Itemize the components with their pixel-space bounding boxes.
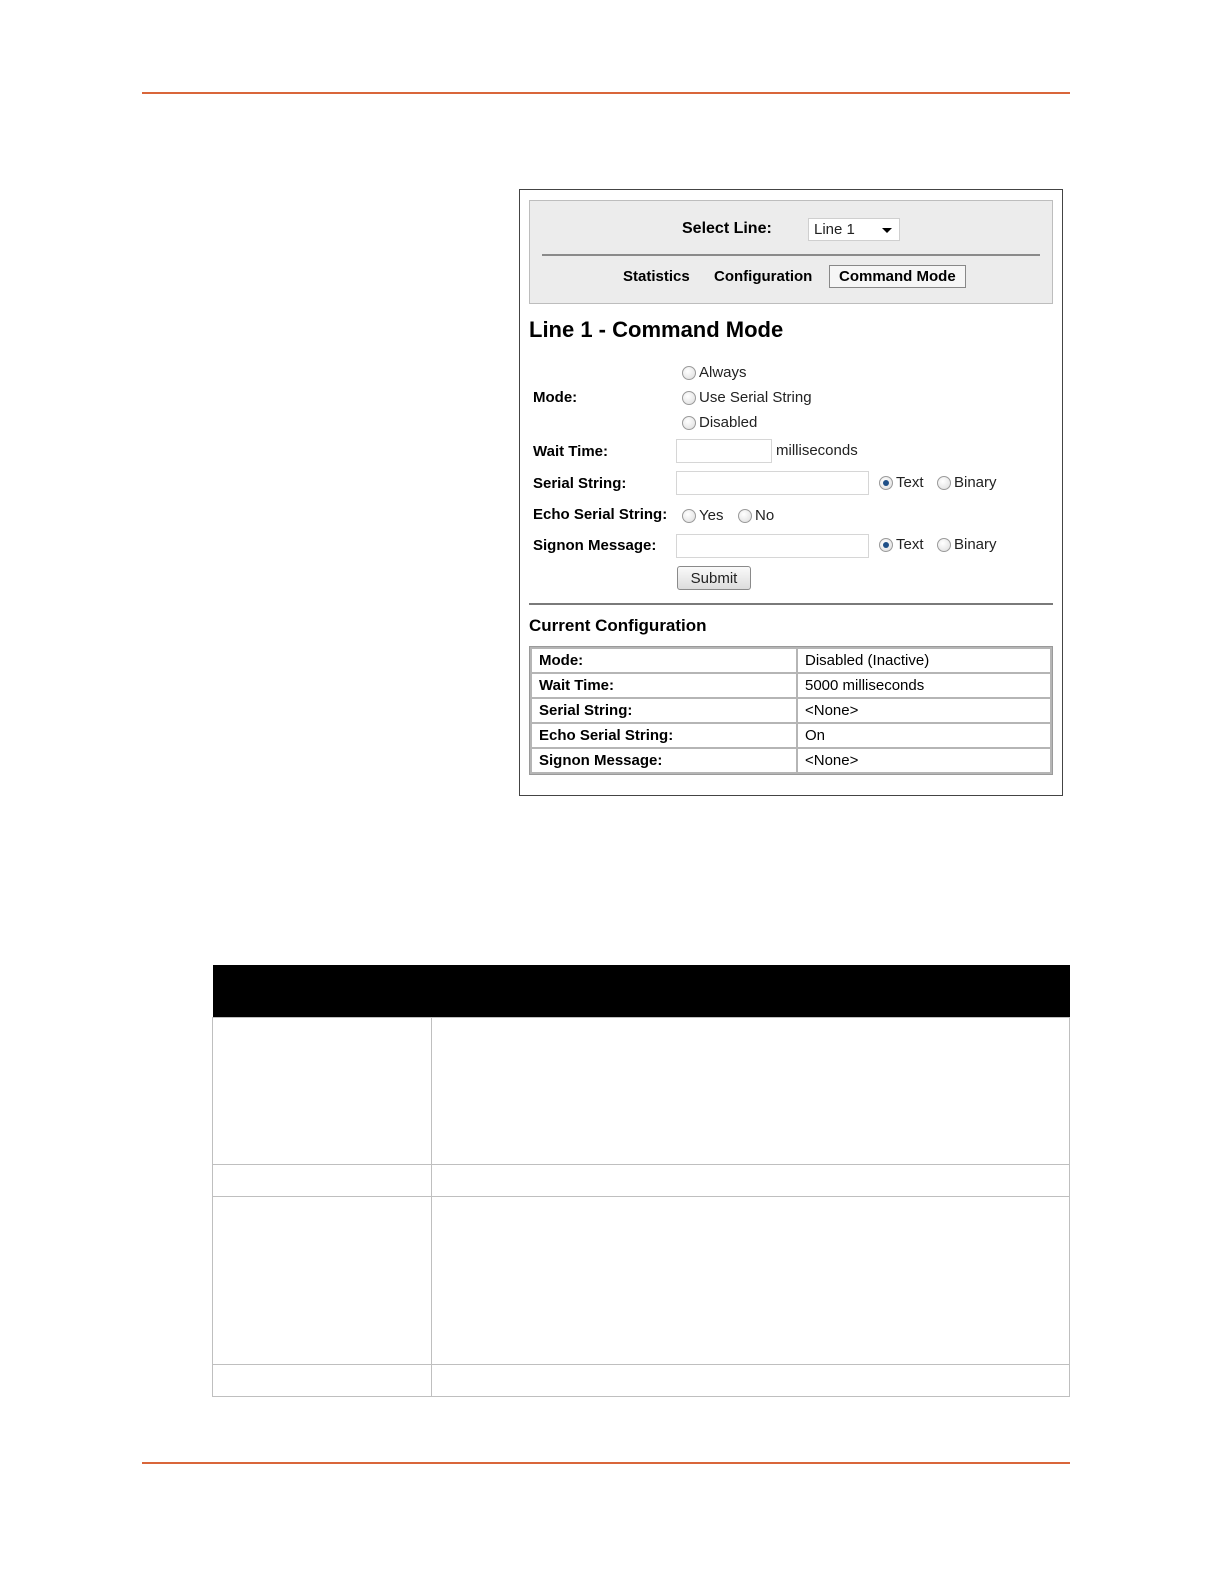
select-line-dropdown[interactable]	[808, 218, 900, 241]
option-label: Yes	[699, 507, 724, 524]
table-cell	[213, 1197, 432, 1365]
footer-rule	[142, 1462, 1070, 1464]
table-cell	[213, 1165, 432, 1197]
radio-selected-icon	[879, 538, 893, 552]
table-header-cell	[432, 965, 1070, 1018]
radio-icon	[937, 476, 951, 490]
table-cell	[432, 1165, 1070, 1197]
option-label: No	[755, 507, 775, 524]
config-key: Mode:	[532, 649, 796, 672]
wait-time-input[interactable]	[676, 439, 772, 463]
line-selector-panel	[529, 200, 1053, 304]
config-key: Serial String:	[532, 699, 796, 722]
option-label: Binary	[954, 536, 997, 553]
radio-icon	[682, 509, 696, 523]
mode-serial-string-radio[interactable]	[682, 389, 812, 406]
table-header-cell	[213, 965, 432, 1018]
table-row	[213, 1018, 1070, 1165]
radio-icon	[682, 391, 696, 405]
select-line-label: Select Line:	[682, 220, 772, 237]
option-label: Disabled	[699, 414, 758, 431]
config-value: <None>	[798, 699, 1050, 722]
option-label: Text	[896, 474, 924, 491]
mode-disabled-radio[interactable]	[682, 414, 757, 431]
current-configuration-title: Current Configuration	[529, 616, 707, 635]
serial-string-label: Serial String:	[533, 475, 627, 492]
signon-text-radio[interactable]	[879, 536, 924, 553]
table-row	[532, 724, 1050, 747]
table-row	[532, 649, 1050, 672]
select-line-value: Line 1	[814, 221, 855, 238]
parameter-table	[212, 965, 1070, 1397]
option-label: Binary	[954, 474, 997, 491]
radio-icon	[682, 366, 696, 380]
signon-binary-radio[interactable]	[937, 536, 997, 553]
current-configuration-table	[529, 646, 1053, 775]
table-cell	[213, 1018, 432, 1165]
page-title: Line 1 - Command Mode	[529, 317, 784, 342]
option-label: Use Serial String	[699, 389, 812, 406]
signon-message-input[interactable]	[676, 534, 869, 558]
table-row	[213, 1197, 1070, 1365]
chevron-down-icon	[882, 228, 892, 233]
tab-statistics[interactable]: Statistics	[623, 268, 690, 285]
screenshot-frame	[519, 189, 1063, 796]
header-rule	[142, 92, 1070, 94]
echo-serial-string-label: Echo Serial String:	[533, 506, 668, 523]
echo-no-radio[interactable]	[738, 507, 774, 524]
tab-command-mode[interactable]: Command Mode	[829, 265, 966, 288]
config-value: Disabled (Inactive)	[798, 649, 1050, 672]
table-cell	[432, 1197, 1070, 1365]
divider	[542, 254, 1040, 256]
radio-icon	[738, 509, 752, 523]
table-row	[213, 1365, 1070, 1397]
table-cell	[432, 1018, 1070, 1165]
config-value: <None>	[798, 749, 1050, 772]
radio-icon	[682, 416, 696, 430]
table-row	[213, 1165, 1070, 1197]
radio-icon	[937, 538, 951, 552]
submit-button[interactable]: Submit	[677, 566, 751, 590]
serial-string-binary-radio[interactable]	[937, 474, 997, 491]
table-row	[532, 674, 1050, 697]
option-label: Always	[699, 364, 747, 381]
tab-configuration[interactable]: Configuration	[714, 268, 813, 285]
echo-yes-radio[interactable]	[682, 507, 723, 524]
config-value: On	[798, 724, 1050, 747]
config-value: 5000 milliseconds	[798, 674, 1050, 697]
serial-string-text-radio[interactable]	[879, 474, 924, 491]
wait-time-units: milliseconds	[776, 442, 858, 459]
table-cell	[432, 1365, 1070, 1397]
config-key: Wait Time:	[532, 674, 796, 697]
serial-string-input[interactable]	[676, 471, 869, 495]
table-row	[532, 749, 1050, 772]
mode-label: Mode:	[533, 389, 578, 406]
wait-time-label: Wait Time:	[533, 443, 609, 460]
divider	[529, 603, 1053, 605]
option-label: Text	[896, 536, 924, 553]
table-header-row	[213, 965, 1070, 1018]
mode-always-radio[interactable]	[682, 364, 747, 381]
signon-message-label: Signon Message:	[533, 537, 657, 554]
radio-selected-icon	[879, 476, 893, 490]
config-key: Echo Serial String:	[532, 724, 796, 747]
table-row	[532, 699, 1050, 722]
config-key: Signon Message:	[532, 749, 796, 772]
table-cell	[213, 1365, 432, 1397]
